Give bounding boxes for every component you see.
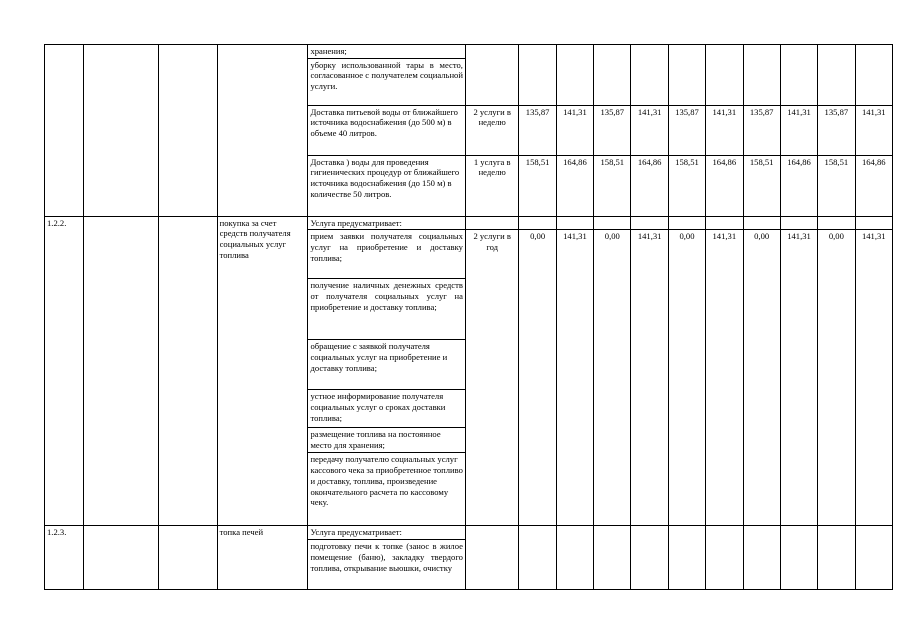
value-cell: 164,86 bbox=[706, 155, 743, 216]
value-cell: 158,51 bbox=[594, 155, 631, 216]
value-cell: 158,51 bbox=[519, 155, 556, 216]
service-name-cell: топка печей bbox=[217, 526, 308, 590]
frequency-cell: 2 услуги в год bbox=[465, 230, 519, 526]
frequency-cell: 1 услуга в неделю bbox=[465, 155, 519, 216]
value-cell bbox=[818, 45, 855, 106]
description-cell: устное информирование получателя социальных услуг о сроках доставки топлива; bbox=[308, 390, 465, 428]
value-cell: 141,31 bbox=[631, 230, 668, 526]
service-name-cell bbox=[217, 45, 308, 217]
service-name-cell: покупка за счет средств получателя социальных услуг топлива bbox=[217, 216, 308, 526]
value-cell bbox=[780, 526, 817, 590]
value-cell bbox=[594, 216, 631, 230]
value-cell bbox=[743, 216, 780, 230]
value-cell: 0,00 bbox=[668, 230, 705, 526]
value-cell: 164,86 bbox=[556, 155, 593, 216]
description-cell: получение наличных денежных средств от получателя социальных услуг на приобретение и доставку топлива; bbox=[308, 279, 465, 340]
table-row bbox=[45, 526, 893, 540]
description-cell: размещение топлива на постоянное место для хранения; bbox=[308, 428, 465, 453]
services-table bbox=[44, 44, 893, 590]
value-cell: 0,00 bbox=[519, 230, 556, 526]
value-cell: 141,31 bbox=[556, 230, 593, 526]
description-cell: обращение с заявкой получателя социальных услуг на приобретение и доставку топлива; bbox=[308, 340, 465, 390]
value-cell bbox=[519, 216, 556, 230]
value-cell bbox=[818, 216, 855, 230]
description-cell: Услуга предусматривает: bbox=[308, 216, 465, 230]
value-cell: 141,31 bbox=[706, 230, 743, 526]
value-cell: 135,87 bbox=[519, 105, 556, 155]
empty-cell bbox=[159, 216, 218, 526]
value-cell bbox=[631, 45, 668, 106]
value-cell bbox=[780, 45, 817, 106]
value-cell bbox=[519, 45, 556, 106]
value-cell bbox=[706, 216, 743, 230]
value-cell bbox=[818, 526, 855, 590]
empty-cell bbox=[84, 526, 159, 590]
value-cell bbox=[743, 526, 780, 590]
code-cell: 1.2.2. bbox=[45, 216, 84, 526]
value-cell: 135,87 bbox=[743, 105, 780, 155]
value-cell: 141,31 bbox=[706, 105, 743, 155]
value-cell bbox=[855, 45, 892, 106]
value-cell: 141,31 bbox=[780, 230, 817, 526]
value-cell bbox=[594, 45, 631, 106]
description-cell: подготовку печи к топке (занос в жилое помещение (баню), закладку твердого топлива, открывание вьюшки, очистку bbox=[308, 540, 465, 590]
code-cell bbox=[45, 45, 84, 217]
description-cell: Доставка ) воды для проведения гигиенических процедур от ближайшего источника водоснабжения (до 150 м) в количестве 50 литров. bbox=[308, 155, 465, 216]
table-row bbox=[45, 216, 893, 230]
value-cell: 158,51 bbox=[818, 155, 855, 216]
value-cell: 164,86 bbox=[780, 155, 817, 216]
value-cell: 0,00 bbox=[818, 230, 855, 526]
description-cell: Услуга предусматривает: bbox=[308, 526, 465, 540]
value-cell bbox=[668, 526, 705, 590]
value-cell: 141,31 bbox=[855, 230, 892, 526]
value-cell bbox=[855, 216, 892, 230]
description-cell: Доставка питьевой воды от ближайшего источника водоснабжения (до 500 м) в объеме 40 литров. bbox=[308, 105, 465, 155]
value-cell: 158,51 bbox=[743, 155, 780, 216]
table-row bbox=[45, 45, 893, 59]
value-cell: 141,31 bbox=[855, 105, 892, 155]
empty-cell bbox=[84, 216, 159, 526]
value-cell bbox=[780, 216, 817, 230]
empty-cell bbox=[159, 526, 218, 590]
value-cell: 158,51 bbox=[668, 155, 705, 216]
code-cell: 1.2.3. bbox=[45, 526, 84, 590]
value-cell bbox=[706, 45, 743, 106]
value-cell: 141,31 bbox=[631, 105, 668, 155]
empty-cell bbox=[84, 45, 159, 217]
value-cell: 164,86 bbox=[631, 155, 668, 216]
value-cell bbox=[631, 216, 668, 230]
value-cell: 141,31 bbox=[780, 105, 817, 155]
value-cell bbox=[594, 526, 631, 590]
value-cell: 141,31 bbox=[556, 105, 593, 155]
frequency-cell: 2 услуги в неделю bbox=[465, 105, 519, 155]
value-cell bbox=[706, 526, 743, 590]
value-cell bbox=[743, 45, 780, 106]
frequency-cell bbox=[465, 45, 519, 106]
frequency-cell bbox=[465, 526, 519, 590]
value-cell bbox=[556, 526, 593, 590]
value-cell: 135,87 bbox=[818, 105, 855, 155]
frequency-cell bbox=[465, 216, 519, 230]
value-cell bbox=[519, 526, 556, 590]
value-cell: 135,87 bbox=[594, 105, 631, 155]
value-cell: 135,87 bbox=[668, 105, 705, 155]
value-cell: 164,86 bbox=[855, 155, 892, 216]
value-cell bbox=[668, 216, 705, 230]
description-cell: уборку использованной тары в место, согласованное с получателем социальной услуги. bbox=[308, 58, 465, 105]
value-cell bbox=[556, 216, 593, 230]
description-cell: хранения; bbox=[308, 45, 465, 59]
empty-cell bbox=[159, 45, 218, 217]
description-cell: прием заявки получателя социальных услуг на приобретение и доставку топлива; bbox=[308, 230, 465, 279]
value-cell bbox=[668, 45, 705, 106]
value-cell bbox=[631, 526, 668, 590]
value-cell: 0,00 bbox=[743, 230, 780, 526]
value-cell bbox=[556, 45, 593, 106]
value-cell: 0,00 bbox=[594, 230, 631, 526]
description-cell: передачу получателю социальных услуг кассового чека за приобретенное топливо и доставку, топлива, произведение окончательного расчета по кассовому чеку. bbox=[308, 453, 465, 526]
value-cell bbox=[855, 526, 892, 590]
